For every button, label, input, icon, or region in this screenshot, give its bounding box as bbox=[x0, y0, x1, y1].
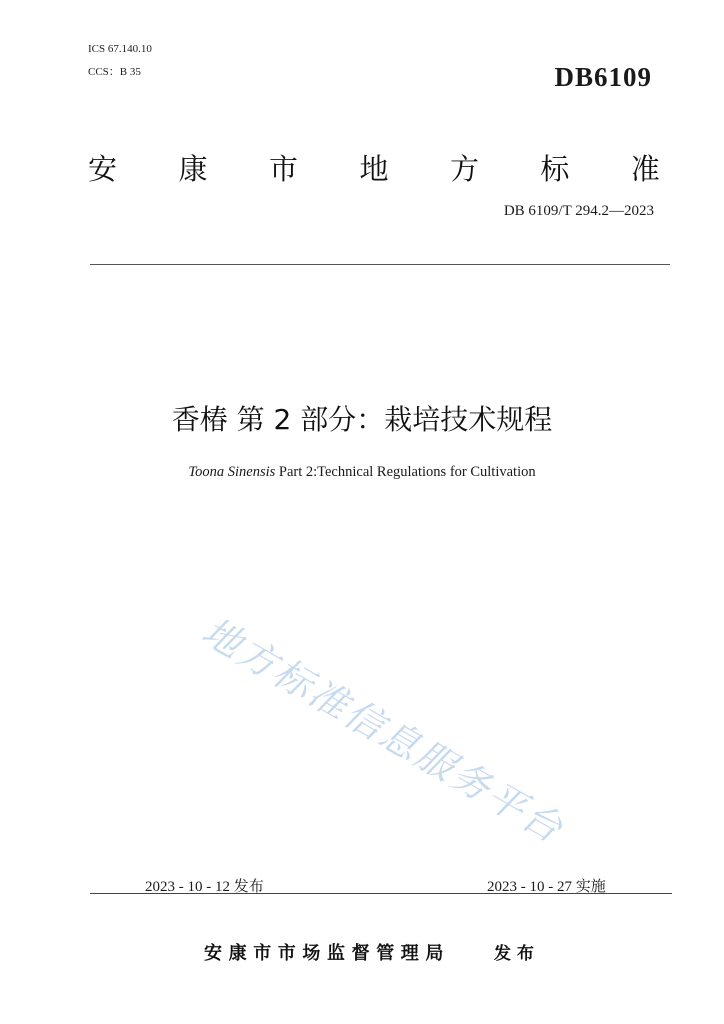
title-english bbox=[0, 464, 724, 481]
standard-type-char: 准 bbox=[630, 152, 660, 186]
top-divider bbox=[90, 264, 670, 265]
standard-number: DB 6109/T 294.2—2023 bbox=[503, 203, 654, 219]
standard-type-char: 市 bbox=[268, 152, 298, 186]
ccs-code: CCS：B 35 bbox=[88, 66, 141, 78]
standard-type-heading bbox=[88, 147, 660, 188]
ics-code: ICS 67.140.10 bbox=[88, 43, 152, 55]
db-code: DB6109 bbox=[554, 62, 652, 92]
title-english-rest: Part 2:Technical Regulations for Cultivation bbox=[275, 464, 536, 480]
publish-action: 发 布 bbox=[494, 944, 534, 964]
publish-date: 2023 - 10 - 12 发布 bbox=[145, 879, 264, 895]
implement-date: 2023 - 10 - 27 实施 bbox=[487, 879, 606, 895]
standard-type-char: 方 bbox=[449, 152, 479, 186]
watermark: 地方标准信息服务平台 bbox=[194, 608, 572, 853]
standard-type-char: 标 bbox=[540, 152, 570, 186]
bottom-divider bbox=[90, 893, 672, 894]
standard-type-char: 康 bbox=[178, 152, 208, 186]
publisher-name: 安康市市场监督管理局 bbox=[204, 943, 450, 964]
title-chinese: 香椿 第 2 部分：栽培技术规程 bbox=[171, 403, 553, 436]
title-english-italic: Toona Sinensis bbox=[188, 464, 276, 480]
standard-type-char: 安 bbox=[88, 152, 118, 186]
standard-type-char: 地 bbox=[359, 152, 389, 186]
